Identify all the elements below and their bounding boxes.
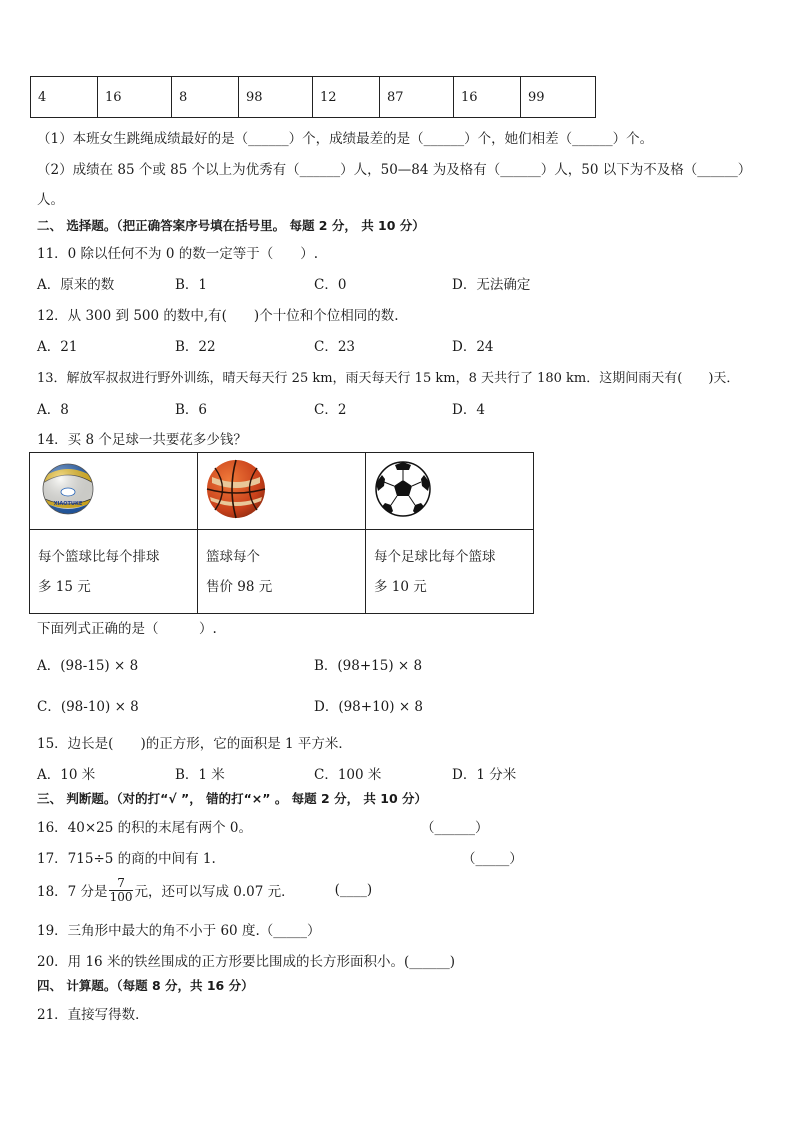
score-cell: 8 [172, 77, 239, 118]
sub-question-1: （1）本班女生跳绳成绩最好的是（______）个，成绩最差的是（______）个，她们相差（______）个。 [37, 131, 654, 147]
question-18 [37, 875, 372, 905]
option-a: A．8 [37, 402, 69, 418]
option-a: A．原来的数 [37, 277, 115, 293]
score-cell: 4 [31, 77, 98, 118]
question-17: 17．715÷5 的商的中间有 1. [37, 851, 216, 867]
question-18-post: 元，还可以写成 0.07 元． [134, 884, 295, 900]
question-20: 20．用 16 米的铁丝围成的正方形要比围成的长方形面积小。(______) [37, 954, 455, 970]
option-c: C．(98-10) × 8 [37, 699, 139, 715]
section-2-heading: 二、 选择题。（把正确答案序号填在括号里。 每题 2 分， 共 10 分） [37, 218, 425, 233]
football-price-text [366, 530, 534, 614]
cell-line: 多 15 元 [38, 579, 91, 595]
question-15: 15．边长是( )的正方形，它的面积是 1 平方米． [37, 736, 352, 752]
answer-blank: (____) [334, 882, 373, 898]
question-19: 19．三角形中最大的角不小于 60 度.（_____） [37, 923, 321, 939]
basketball-price-text [198, 530, 366, 614]
score-cell: 98 [239, 77, 313, 118]
fraction [109, 877, 134, 904]
cell-line: 每个足球比每个篮球 [374, 549, 496, 565]
basketball-icon [198, 453, 365, 525]
cell-line: 售价 98 元 [206, 579, 273, 595]
option-b: B．1 [175, 277, 208, 293]
price-table [29, 452, 534, 614]
option-d: D．24 [452, 339, 494, 355]
question-16: 16．40×25 的积的末尾有两个 0。 [37, 820, 253, 836]
option-c: C．2 [314, 402, 347, 418]
score-cell: 87 [380, 77, 454, 118]
option-a: A．10 米 [37, 767, 96, 783]
answer-blank: （______） [421, 820, 489, 836]
football-cell [366, 453, 534, 530]
option-d: D．无法确定 [452, 277, 531, 293]
question-11: 11．0 除以任何不为 0 的数一定等于（ ）. [37, 246, 319, 262]
option-d: D．4 [452, 402, 485, 418]
volleyball-price-text [30, 530, 198, 614]
option-c: C．23 [314, 339, 356, 355]
question-18-pre: 18．7 分是 [37, 884, 108, 900]
option-b: B．6 [175, 402, 208, 418]
question-14-followup: 下面列式正确的是（ ）. [37, 621, 217, 637]
option-c: C．100 米 [314, 767, 382, 783]
answer-blank: （_____） [462, 851, 523, 867]
basketball-cell [198, 453, 366, 530]
volleyball-icon [30, 453, 197, 525]
question-12: 12．从 300 到 500 的数中,有( )个十位和个位相同的数. [37, 308, 399, 324]
football-icon [366, 453, 533, 525]
option-a: A．(98-15) × 8 [37, 658, 139, 674]
score-cell: 99 [521, 77, 596, 118]
score-cell: 16 [98, 77, 172, 118]
option-b: B．22 [175, 339, 216, 355]
option-b: B．(98+15) × 8 [314, 658, 423, 674]
option-d: D．1 分米 [452, 767, 517, 783]
score-cell: 16 [454, 77, 521, 118]
volleyball-cell [30, 453, 198, 530]
cell-line: 每个篮球比每个排球 [38, 549, 160, 565]
section-3-heading: 三、 判断题。（对的打“√ ”， 错的打“×” 。 每题 2 分， 共 10 分） [37, 791, 428, 806]
score-cell: 12 [313, 77, 380, 118]
cell-line: 篮球每个 [206, 549, 260, 565]
fraction-denominator: 100 [109, 889, 133, 904]
question-14: 14．买 8 个足球一共要花多少钱？ [37, 432, 247, 448]
option-c: C．0 [314, 277, 347, 293]
question-21: 21．直接写得数． [37, 1007, 149, 1023]
option-a: A．21 [37, 339, 78, 355]
cell-line: 多 10 元 [374, 579, 427, 595]
question-13: 13．解放军叔叔进行野外训练，晴天每天行 25 km，雨天每天行 15 km，8 天共行了 180 km．这期间雨天有( )天． [37, 371, 740, 386]
section-4-heading: 四、 计算题。（每题 8 分，共 16 分） [37, 978, 254, 993]
volleyball-brand: XIAOTUKE [53, 501, 83, 507]
option-b: B．1 米 [175, 767, 225, 783]
sub-question-2-cont: 人。 [37, 192, 64, 208]
fraction-numerator: 7 [109, 877, 134, 891]
sub-question-2: （2）成绩在 85 个或 85 个以上为优秀有（______）人，50—84 为及格有（______）人，50 以下为不及格（______） [37, 162, 752, 178]
option-d: D．(98+10) × 8 [314, 699, 424, 715]
score-table [30, 76, 596, 118]
